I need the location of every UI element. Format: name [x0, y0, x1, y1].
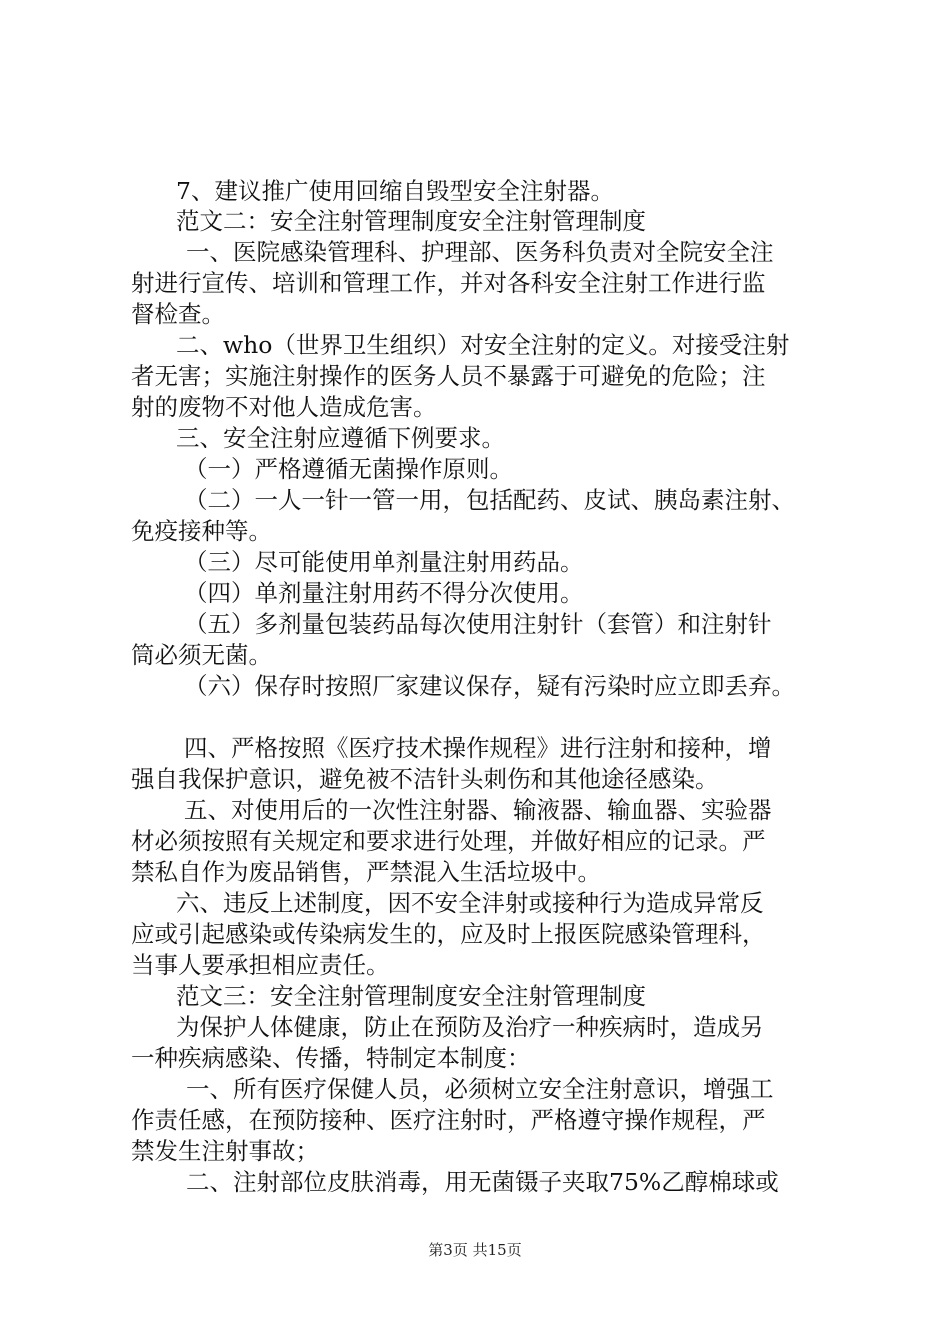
- text-line: 督检查。: [131, 300, 225, 328]
- text-line: 禁私自作为废品销售，严禁混入生活垃圾中。: [131, 858, 601, 886]
- text-line: （六）保存时按照厂家建议保存，疑有污染时应立即丢弃。: [184, 672, 795, 700]
- text-line: 材必须按照有关规定和要求进行处理，并做好相应的记录。严: [131, 827, 766, 855]
- text-line: 禁发生注射事故；: [131, 1137, 319, 1165]
- page-footer: 第3页 共15页: [428, 1241, 522, 1259]
- text-line: 二、注射部位皮肤消毒，用无菌镊子夹取75%乙醇棉球或: [186, 1168, 779, 1196]
- text-line: 三、安全注射应遵循下例要求。: [176, 424, 505, 452]
- text-line: 作责任感，在预防接种、医疗注射时，严格遵守操作规程，严: [131, 1106, 766, 1134]
- text-line: 一、医院感染管理科、护理部、医务科负责对全院安全注: [186, 238, 774, 266]
- text-line: 当事人要承担相应责任。: [131, 951, 390, 979]
- text-line: 免疫接种等。: [131, 517, 272, 545]
- text-line: 7、建议推广使用回缩自毁型安全注射器。: [176, 177, 614, 205]
- text-line: 一种疾病感染、传播，特制定本制度：: [131, 1044, 531, 1072]
- text-line: 射的废物不对他人造成危害。: [131, 393, 437, 421]
- text-line: （四）单剂量注射用药不得分次使用。: [184, 579, 584, 607]
- text-line: 应或引起感染或传染病发生的，应及时上报医院感染管理科，: [131, 920, 766, 948]
- text-line: （三）尽可能使用单剂量注射用药品。: [184, 548, 584, 576]
- text-line: 范文三：安全注射管理制度安全注射管理制度: [176, 982, 646, 1010]
- text-line: 射进行宣传、培训和管理工作，并对各科安全注射工作进行监: [131, 269, 766, 297]
- text-line: 为保护人体健康，防止在预防及治疗一种疾病时，造成另: [176, 1013, 764, 1041]
- text-line: （二）一人一针一管一用，包括配药、皮试、胰岛素注射、: [184, 486, 795, 514]
- text-line: 者无害；实施注射操作的医务人员不暴露于可避免的危险；注: [131, 362, 766, 390]
- text-line: 五、对使用后的一次性注射器、输液器、输血器、实验器: [184, 796, 772, 824]
- text-line: 六、违反上述制度，因不安全沣射或接种行为造成异常反: [176, 889, 764, 917]
- text-line: 范文二：安全注射管理制度安全注射管理制度: [176, 207, 646, 235]
- text-line: 二、who（世界卫生组织）对安全注射的定义。对接受注射: [176, 331, 790, 359]
- text-line: 强自我保护意识，避免被不洁针头刺伤和其他途径感染。: [131, 765, 719, 793]
- text-line: 筒必须无菌。: [131, 641, 272, 669]
- text-line: 四、严格按照《医疗技术操作规程》进行注射和接种，增: [184, 734, 772, 762]
- text-line: （一）严格遵循无菌操作原则。: [184, 455, 513, 483]
- text-line: 一、所有医疗保健人员，必须树立安全注射意识，增强工: [186, 1075, 774, 1103]
- text-line: （五）多剂量包装药品每次使用注射针（套管）和注射针: [184, 610, 772, 638]
